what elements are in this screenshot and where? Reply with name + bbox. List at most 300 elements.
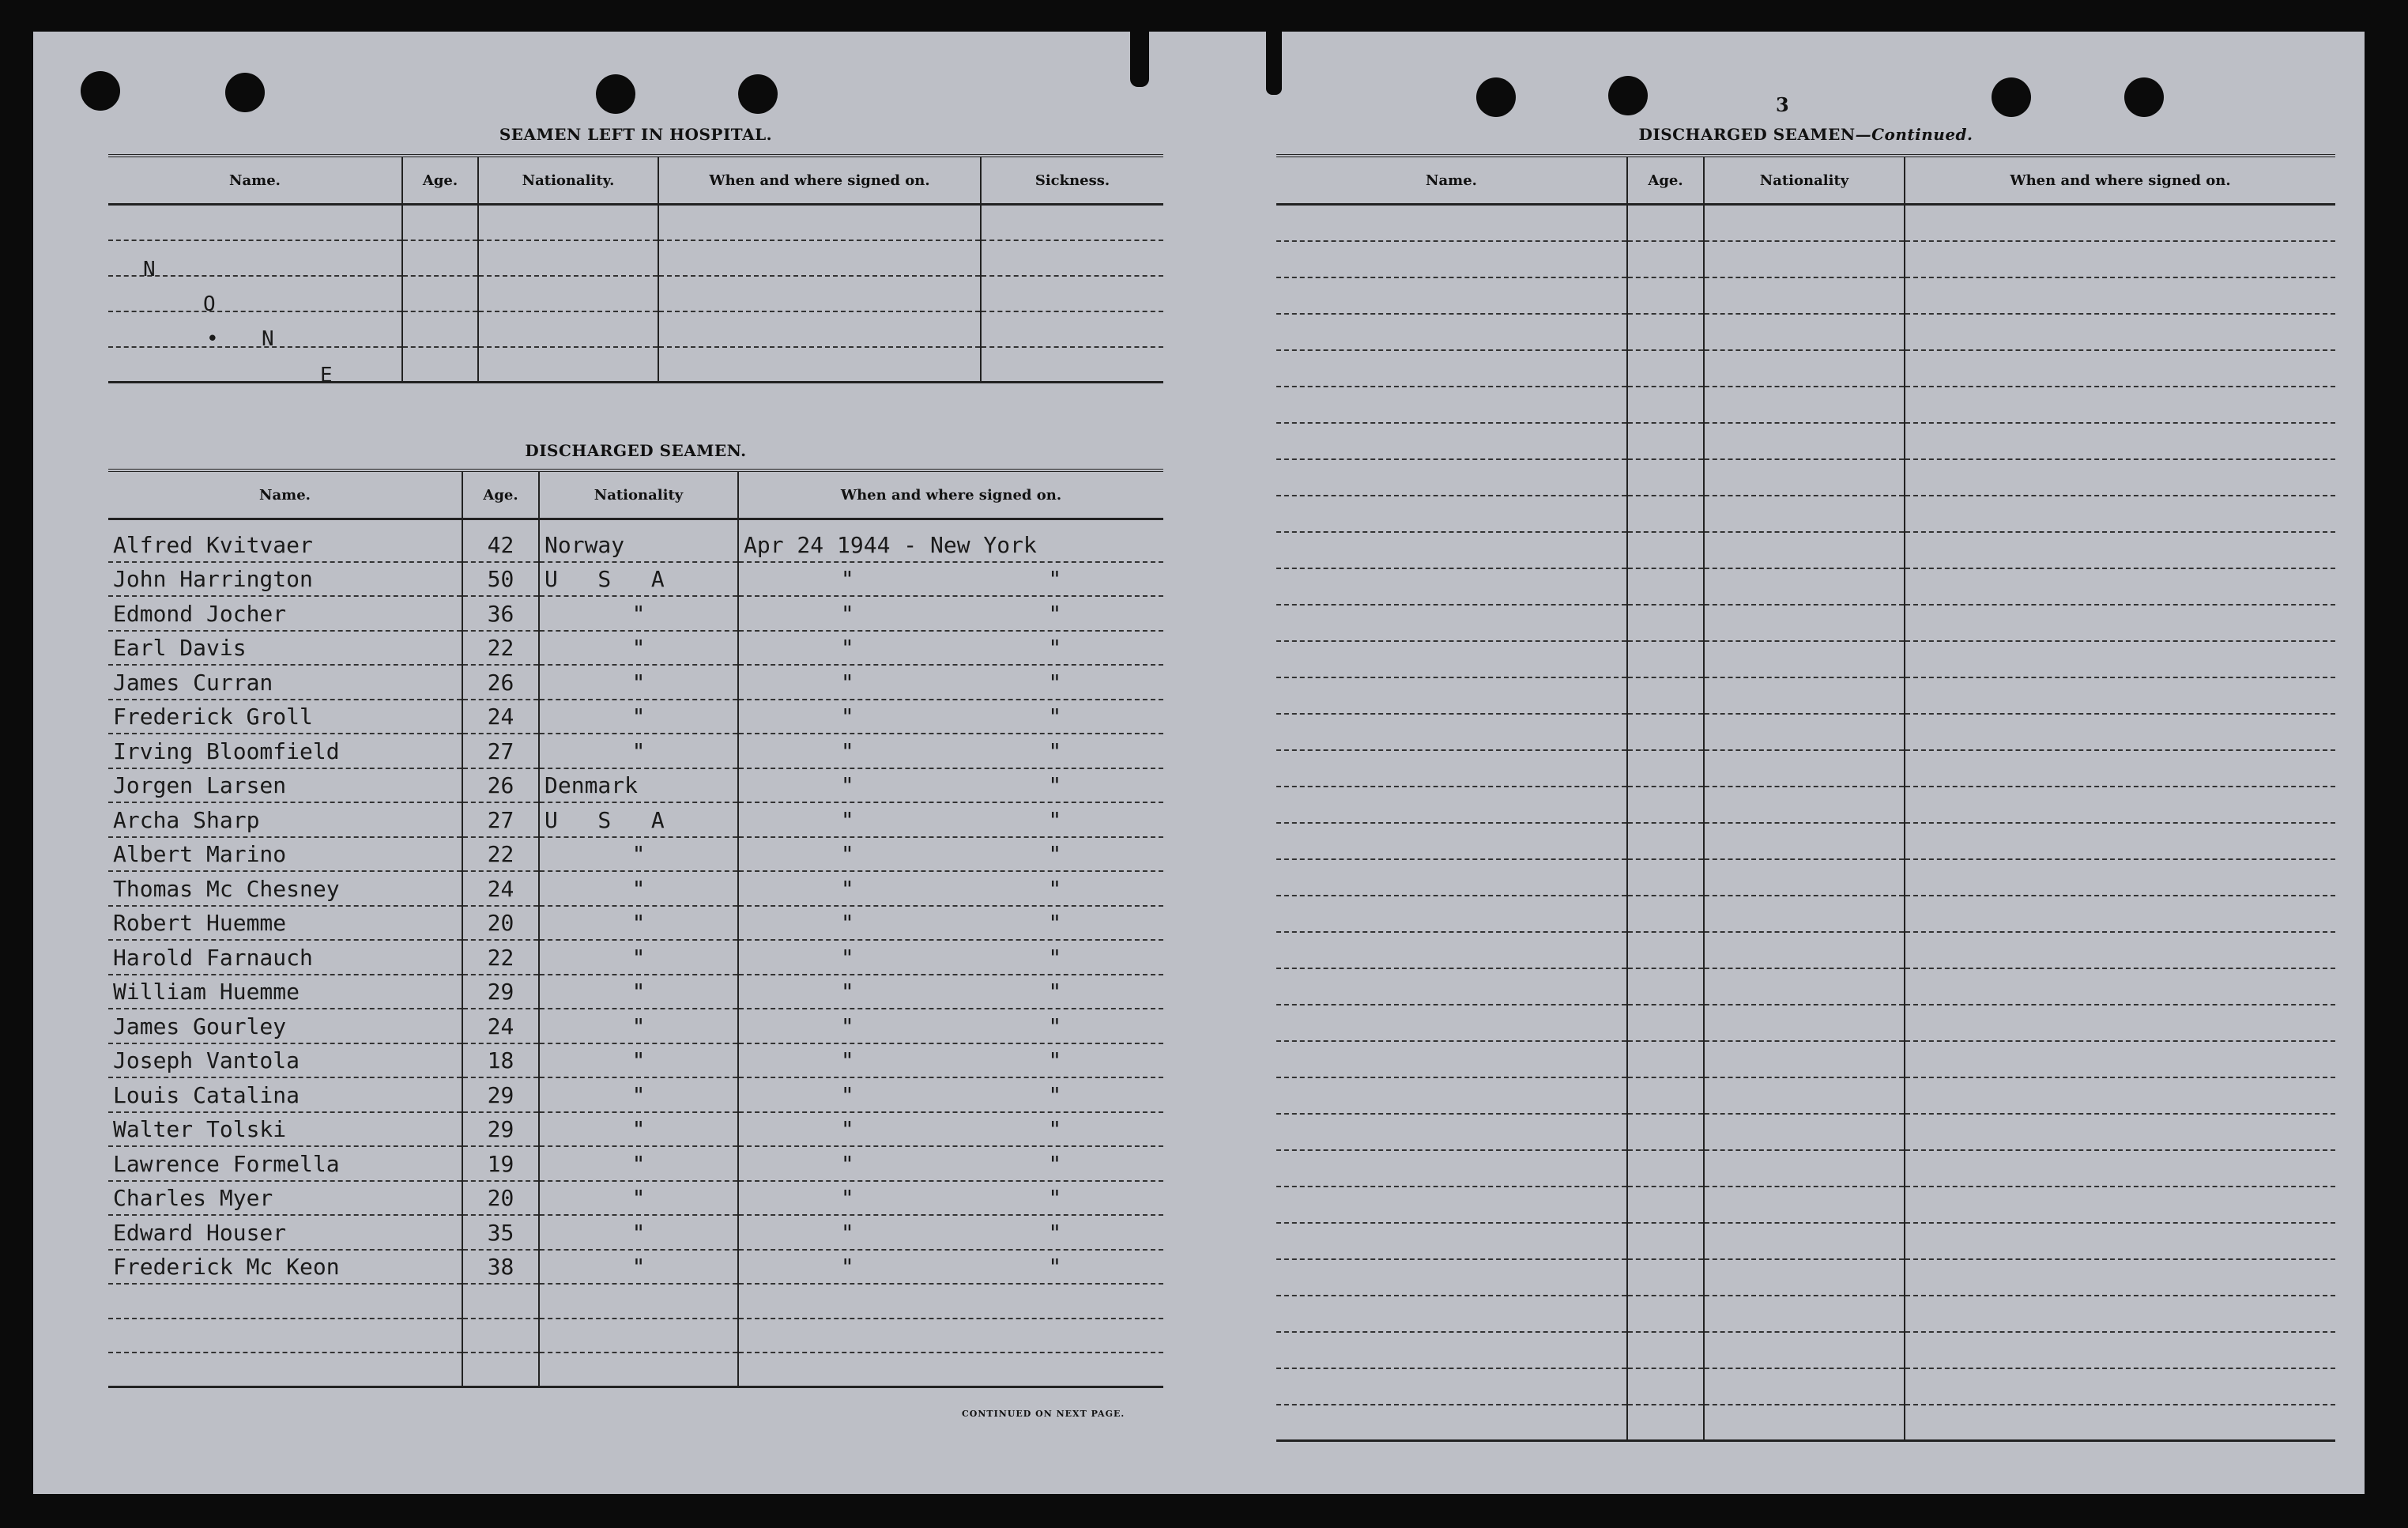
- empty-cell: [1276, 1077, 1627, 1114]
- nationality-value: Norway: [545, 531, 625, 558]
- table-row: [1276, 241, 2335, 277]
- ditto-mark: ": [840, 1081, 854, 1108]
- table-row: [1276, 605, 2335, 641]
- signed-on: [738, 665, 1163, 700]
- nationality-value: ": [631, 1254, 646, 1280]
- seaman-name: Archa Sharp: [108, 802, 462, 837]
- empty-cell: [1905, 859, 2335, 896]
- empty-cell: [1627, 1041, 1704, 1077]
- table-row: [108, 1009, 1163, 1043]
- hospital-col-nationality: Nationality.: [478, 156, 658, 205]
- empty-cell: [1627, 350, 1704, 387]
- ditto-mark: ": [840, 806, 854, 833]
- table-row: [1276, 1332, 2335, 1368]
- table-row: [108, 631, 1163, 666]
- empty-cell: [1704, 532, 1905, 568]
- empty-cell: [1905, 1005, 2335, 1041]
- seaman-age: 29: [462, 975, 539, 1009]
- discharged-continued-title: [1276, 125, 2335, 144]
- continued-note: CONTINUED ON NEXT PAGE.: [962, 1409, 1125, 1419]
- empty-cell: [1276, 459, 1627, 496]
- ditto-mark: ": [840, 600, 854, 627]
- nationality-value: ": [631, 635, 646, 661]
- nationality-value: ": [631, 1219, 646, 1246]
- empty-cell: [1276, 750, 1627, 787]
- nationality-value: ": [631, 1013, 646, 1039]
- seaman-age: 42: [462, 519, 539, 562]
- ditto-mark: ": [840, 704, 854, 730]
- empty-cell: [1627, 1150, 1704, 1187]
- ditto-mark: ": [1048, 1219, 1062, 1246]
- empty-cell: [1704, 677, 1905, 714]
- empty-cell: [1627, 896, 1704, 932]
- table-row: [1276, 277, 2335, 314]
- seaman-name: James Gourley: [108, 1009, 462, 1043]
- seaman-name: Walter Tolski: [108, 1112, 462, 1147]
- seaman-nationality: [539, 665, 738, 700]
- ditto-mark: ": [840, 875, 854, 902]
- seaman-name: Edmond Jocher: [108, 596, 462, 631]
- empty-cell: [1704, 641, 1905, 677]
- seaman-nationality: [539, 734, 738, 768]
- signed-on: [738, 1077, 1163, 1112]
- empty-cell: [1627, 1405, 1704, 1441]
- nationality-value: ": [631, 738, 646, 764]
- empty-cell: [1704, 241, 1905, 277]
- right-page: [1276, 32, 2335, 1494]
- nationality-value: ": [631, 944, 646, 971]
- empty-cell: [1704, 823, 1905, 859]
- empty-cell: [1905, 714, 2335, 750]
- seaman-age: 22: [462, 940, 539, 975]
- signed-on: [738, 1043, 1163, 1078]
- empty-cell: [1905, 1368, 2335, 1405]
- signed-on: [738, 1250, 1163, 1285]
- empty-cell: [539, 1284, 738, 1319]
- ditto-mark: ": [840, 1013, 854, 1039]
- table-row: [1276, 423, 2335, 459]
- ditto-mark: ": [840, 944, 854, 971]
- discharged-header-row: [108, 470, 1163, 519]
- seaman-name: William Huemme: [108, 975, 462, 1009]
- hospital-col-age: Age.: [402, 156, 478, 205]
- table-row: [1276, 314, 2335, 350]
- seaman-age: 38: [462, 1250, 539, 1285]
- document-sheet: [33, 32, 2365, 1494]
- seaman-name: Edward Houser: [108, 1215, 462, 1250]
- left-page: [108, 32, 1163, 1494]
- empty-cell: [1905, 205, 2335, 241]
- empty-cell: [1704, 1259, 1905, 1296]
- nationality-value: ": [631, 1185, 646, 1211]
- seaman-name: Louis Catalina: [108, 1077, 462, 1112]
- empty-cell: [462, 1353, 539, 1387]
- empty-cell: [1276, 641, 1627, 677]
- ditto-mark: ": [840, 772, 854, 798]
- hospital-row: [108, 347, 1163, 383]
- hospital-col-sickness: Sickness.: [981, 156, 1163, 205]
- seaman-nationality: [539, 1215, 738, 1250]
- table-row: [1276, 1405, 2335, 1441]
- table-row: [108, 837, 1163, 872]
- empty-cell: [1905, 1223, 2335, 1259]
- empty-cell: [1276, 241, 1627, 277]
- empty-cell: [1704, 350, 1905, 387]
- nationality-value: ": [631, 1116, 646, 1142]
- seaman-age: 27: [462, 734, 539, 768]
- empty-cell: [1627, 205, 1704, 241]
- empty-cell: [1905, 568, 2335, 605]
- empty-cell: [108, 1284, 462, 1319]
- seaman-nationality: [539, 940, 738, 975]
- empty-cell: [1905, 823, 2335, 859]
- empty-cell: [1276, 350, 1627, 387]
- empty-cell: [1905, 277, 2335, 314]
- hospital-mark: N: [262, 327, 274, 351]
- empty-cell: [1627, 968, 1704, 1005]
- empty-cell: [1627, 714, 1704, 750]
- discharged-section-title: DISCHARGED SEAMEN.: [525, 441, 747, 460]
- table-row: [1276, 932, 2335, 968]
- seaman-nationality: [539, 768, 738, 803]
- empty-cell: [1276, 605, 1627, 641]
- table-row: [108, 1250, 1163, 1285]
- table-row: [108, 1353, 1163, 1387]
- empty-cell: [1905, 968, 2335, 1005]
- empty-cell: [1276, 1187, 1627, 1223]
- signed-on: [738, 940, 1163, 975]
- empty-cell: [1627, 1259, 1704, 1296]
- hospital-mark: N: [143, 258, 156, 281]
- ditto-mark: ": [840, 566, 854, 592]
- table-row: [1276, 641, 2335, 677]
- ditto-mark: ": [1048, 704, 1062, 730]
- seaman-age: 35: [462, 1215, 539, 1250]
- empty-cell: [462, 1284, 539, 1319]
- signed-on: [738, 1146, 1163, 1181]
- table-row: [1276, 350, 2335, 387]
- empty-cell: [1627, 605, 1704, 641]
- ditto-mark: ": [840, 1185, 854, 1211]
- empty-cell: [1905, 1150, 2335, 1187]
- ditto-mark: ": [840, 1116, 854, 1142]
- signed-on: [738, 906, 1163, 941]
- ditto-mark: ": [1048, 635, 1062, 661]
- nationality-value: ": [631, 600, 646, 627]
- empty-cell: [1276, 1296, 1627, 1332]
- discharged-col-nationality: Nationality: [539, 470, 738, 519]
- seaman-name: Jorgen Larsen: [108, 768, 462, 803]
- seaman-name: Frederick Groll: [108, 700, 462, 734]
- empty-cell: [1704, 859, 1905, 896]
- hospital-row: [108, 240, 1163, 276]
- empty-cell: [1704, 1368, 1905, 1405]
- empty-cell: [1627, 241, 1704, 277]
- table-row: [1276, 1187, 2335, 1223]
- empty-cell: [1627, 1114, 1704, 1150]
- seaman-age: 50: [462, 562, 539, 597]
- empty-cell: [539, 1353, 738, 1387]
- seaman-nationality: [539, 837, 738, 872]
- empty-cell: [1905, 787, 2335, 823]
- continued-col-nationality: Nationality: [1704, 156, 1905, 205]
- ditto-mark: ": [840, 1219, 854, 1246]
- seaman-name: Thomas Mc Chesney: [108, 871, 462, 906]
- seaman-age: 20: [462, 906, 539, 941]
- seaman-age: 29: [462, 1112, 539, 1147]
- continued-header-row: [1276, 156, 2335, 205]
- empty-cell: [108, 1319, 462, 1353]
- empty-cell: [1905, 750, 2335, 787]
- empty-cell: [1276, 277, 1627, 314]
- empty-cell: [738, 1284, 1163, 1319]
- empty-cell: [1627, 387, 1704, 423]
- ditto-mark: ": [1048, 910, 1062, 936]
- empty-cell: [1704, 205, 1905, 241]
- empty-cell: [1905, 1259, 2335, 1296]
- empty-cell: [1905, 677, 2335, 714]
- empty-cell: [1627, 496, 1704, 532]
- empty-cell: [462, 1319, 539, 1353]
- signed-on: [738, 802, 1163, 837]
- page-number: 3: [1776, 93, 1789, 116]
- signed-on: [738, 1009, 1163, 1043]
- ditto-mark: ": [1048, 841, 1062, 867]
- ditto-mark: ": [1048, 566, 1062, 592]
- table-row: [108, 1077, 1163, 1112]
- table-row: [108, 1319, 1163, 1353]
- seaman-name: Albert Marino: [108, 837, 462, 872]
- signed-on: [738, 871, 1163, 906]
- table-row: [108, 940, 1163, 975]
- table-row: [1276, 787, 2335, 823]
- table-row: [1276, 568, 2335, 605]
- seaman-nationality: [539, 1077, 738, 1112]
- hospital-col-name: Name.: [108, 156, 402, 205]
- seaman-nationality: [539, 596, 738, 631]
- signed-on: Apr 24 1944 - New York: [738, 519, 1163, 562]
- discharged-col-age: Age.: [462, 470, 539, 519]
- ditto-mark: ": [1048, 738, 1062, 764]
- empty-cell: [1276, 568, 1627, 605]
- empty-cell: [108, 1353, 462, 1387]
- empty-cell: [1627, 1187, 1704, 1223]
- table-row: [108, 734, 1163, 768]
- seaman-nationality: [539, 562, 738, 597]
- seaman-name: Robert Huemme: [108, 906, 462, 941]
- empty-cell: [1905, 387, 2335, 423]
- empty-cell: [1905, 932, 2335, 968]
- empty-cell: [1905, 1077, 2335, 1114]
- discharged-continued-table: [1276, 154, 2335, 1442]
- table-row: [108, 562, 1163, 597]
- seaman-name: Lawrence Formella: [108, 1146, 462, 1181]
- continued-col-age: Age.: [1627, 156, 1704, 205]
- empty-cell: [1276, 314, 1627, 350]
- signed-on: [738, 837, 1163, 872]
- empty-cell: [1627, 677, 1704, 714]
- table-row: [1276, 1041, 2335, 1077]
- nationality-value: U S A: [545, 806, 665, 833]
- nationality-value: Denmark: [545, 772, 639, 798]
- table-row: [1276, 1223, 2335, 1259]
- hospital-section-title: SEAMEN LEFT IN HOSPITAL.: [499, 125, 773, 144]
- seaman-nationality: [539, 700, 738, 734]
- table-row: [108, 596, 1163, 631]
- ditto-mark: ": [1048, 772, 1062, 798]
- empty-cell: [1276, 1332, 1627, 1368]
- empty-cell: [1704, 459, 1905, 496]
- empty-cell: [1627, 1332, 1704, 1368]
- signed-on: [738, 700, 1163, 734]
- empty-cell: [1276, 823, 1627, 859]
- seaman-age: 19: [462, 1146, 539, 1181]
- table-row: [1276, 1114, 2335, 1150]
- empty-cell: [1627, 459, 1704, 496]
- table-row: [108, 700, 1163, 734]
- hospital-mark: •: [206, 327, 219, 351]
- empty-cell: [1704, 387, 1905, 423]
- seaman-age: 24: [462, 1009, 539, 1043]
- nationality-value: ": [631, 979, 646, 1005]
- seaman-nationality: [539, 871, 738, 906]
- table-row: [1276, 459, 2335, 496]
- ditto-mark: ": [1048, 1185, 1062, 1211]
- table-row: [1276, 1368, 2335, 1405]
- seaman-nationality: [539, 1009, 738, 1043]
- table-row: [108, 1146, 1163, 1181]
- empty-cell: [1627, 277, 1704, 314]
- ditto-mark: ": [1048, 1013, 1062, 1039]
- empty-cell: [1704, 1332, 1905, 1368]
- nationality-value: ": [631, 1081, 646, 1108]
- table-row: [108, 519, 1163, 562]
- empty-cell: [1627, 568, 1704, 605]
- seaman-name: Alfred Kvitvaer: [108, 519, 462, 562]
- nationality-value: ": [631, 875, 646, 902]
- table-row: [108, 1215, 1163, 1250]
- signed-on: [738, 1112, 1163, 1147]
- empty-cell: [1627, 750, 1704, 787]
- empty-cell: [1276, 1223, 1627, 1259]
- seaman-nationality: [539, 519, 738, 562]
- empty-cell: [1627, 1077, 1704, 1114]
- table-row: [1276, 1005, 2335, 1041]
- discharged-table: [108, 469, 1163, 1388]
- nationality-value: U S A: [545, 566, 665, 592]
- seaman-name: Harold Farnauch: [108, 940, 462, 975]
- empty-cell: [1905, 423, 2335, 459]
- empty-cell: [1276, 714, 1627, 750]
- empty-cell: [1905, 496, 2335, 532]
- empty-cell: [539, 1319, 738, 1353]
- empty-cell: [1276, 1405, 1627, 1441]
- table-row: [1276, 1296, 2335, 1332]
- empty-cell: [1704, 496, 1905, 532]
- empty-cell: [1905, 241, 2335, 277]
- table-row: [1276, 677, 2335, 714]
- table-row: [1276, 968, 2335, 1005]
- empty-cell: [1704, 277, 1905, 314]
- seaman-nationality: [539, 1112, 738, 1147]
- table-row: [1276, 387, 2335, 423]
- ditto-mark: ": [840, 1047, 854, 1073]
- empty-cell: [1276, 387, 1627, 423]
- table-row: [108, 871, 1163, 906]
- ditto-mark: ": [1048, 875, 1062, 902]
- empty-cell: [1627, 1223, 1704, 1259]
- empty-cell: [1627, 823, 1704, 859]
- nationality-value: ": [631, 841, 646, 867]
- empty-cell: [1905, 314, 2335, 350]
- hospital-header-row: [108, 156, 1163, 205]
- empty-cell: [1704, 932, 1905, 968]
- signed-on: [738, 975, 1163, 1009]
- seaman-nationality: [539, 1250, 738, 1285]
- nationality-value: ": [631, 1150, 646, 1177]
- table-row: [108, 768, 1163, 803]
- empty-cell: [1276, 787, 1627, 823]
- empty-cell: [1627, 859, 1704, 896]
- empty-cell: [1627, 787, 1704, 823]
- empty-cell: [1905, 1296, 2335, 1332]
- seaman-age: 36: [462, 596, 539, 631]
- empty-cell: [1905, 605, 2335, 641]
- signed-on: [738, 1181, 1163, 1216]
- ditto-mark: ": [1048, 944, 1062, 971]
- empty-cell: [1276, 1041, 1627, 1077]
- table-row: [1276, 1259, 2335, 1296]
- hospital-mark: O: [203, 292, 216, 316]
- seaman-age: 26: [462, 768, 539, 803]
- seaman-nationality: [539, 1146, 738, 1181]
- empty-cell: [1704, 787, 1905, 823]
- seaman-nationality: [539, 1181, 738, 1216]
- empty-cell: [1276, 932, 1627, 968]
- ditto-mark: ": [1048, 1150, 1062, 1177]
- seaman-nationality: [539, 631, 738, 666]
- empty-cell: [738, 1319, 1163, 1353]
- seaman-name: Joseph Vantola: [108, 1043, 462, 1078]
- ditto-mark: ": [840, 635, 854, 661]
- empty-cell: [1627, 423, 1704, 459]
- empty-cell: [1905, 350, 2335, 387]
- table-row: [1276, 496, 2335, 532]
- ditto-mark: ": [1048, 1047, 1062, 1073]
- table-row: [1276, 896, 2335, 932]
- table-row: [1276, 205, 2335, 241]
- empty-cell: [1627, 532, 1704, 568]
- table-row: [1276, 714, 2335, 750]
- empty-cell: [1276, 896, 1627, 932]
- empty-cell: [1905, 459, 2335, 496]
- empty-cell: [1276, 532, 1627, 568]
- table-row: [108, 665, 1163, 700]
- empty-cell: [1905, 1405, 2335, 1441]
- table-row: [108, 906, 1163, 941]
- ditto-mark: ": [1048, 600, 1062, 627]
- empty-cell: [1704, 1405, 1905, 1441]
- table-row: [1276, 1077, 2335, 1114]
- table-row: [108, 1284, 1163, 1319]
- seaman-nationality: [539, 1043, 738, 1078]
- empty-cell: [1704, 1187, 1905, 1223]
- empty-cell: [1704, 896, 1905, 932]
- table-row: [1276, 859, 2335, 896]
- empty-cell: [1627, 932, 1704, 968]
- empty-cell: [1704, 1223, 1905, 1259]
- empty-cell: [738, 1353, 1163, 1387]
